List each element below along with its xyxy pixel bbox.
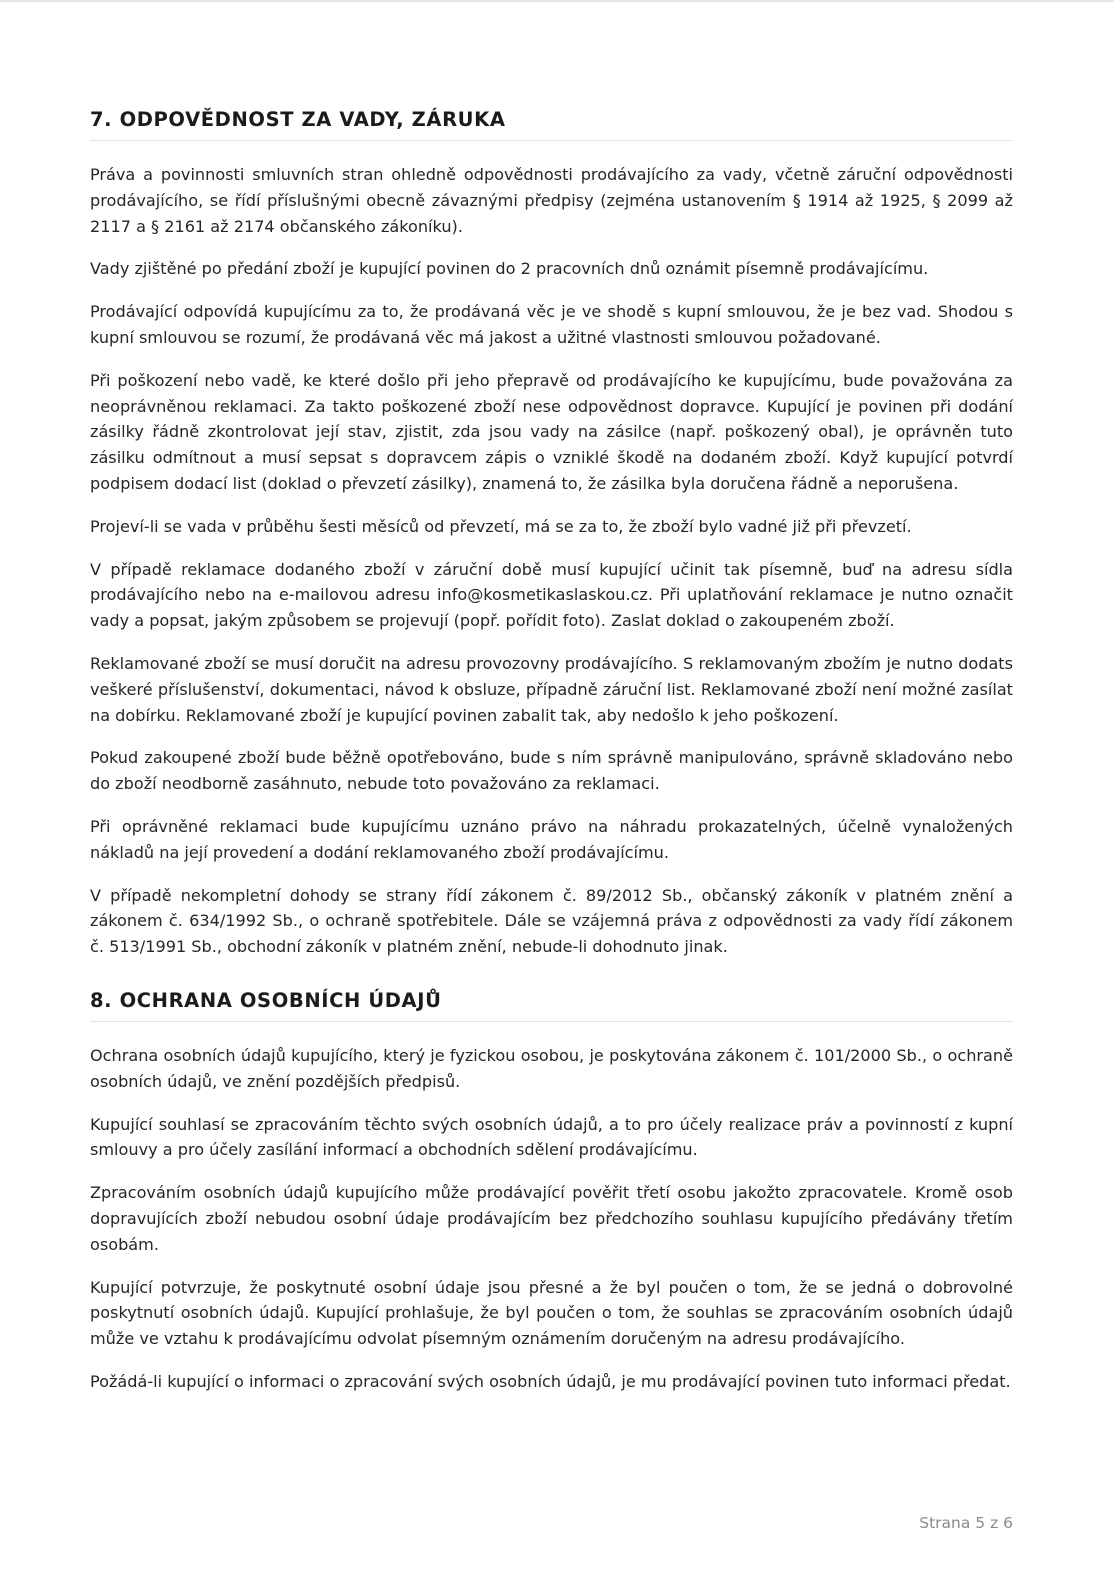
section-7-paragraph: Projeví-li se vada v průběhu šesti měsíců od převzetí, má se za to, že zboží bylo vadné již při převzetí. xyxy=(90,516,912,536)
section-7-body xyxy=(90,162,1013,960)
section-8-title: 8. OCHRANA OSOBNÍCH ÚDAJŮ xyxy=(90,989,1013,1022)
section-7-paragraph: Prodávající odpovídá kupujícímu za to, že prodávaná věc je ve shodě s kupní smlouvou, že je bez vad. Shodou s kupní smlouvou se rozumí, že prodávaná věc má jakost a užitné vlastnosti smlouvou požadované. xyxy=(90,302,1013,347)
section-7-paragraph: Při oprávněné reklamaci bude kupujícímu uznáno právo na náhradu prokazatelných, účelně vynaložených nákladů na její provedení a dodání reklamovaného zboží prodávajícímu. xyxy=(90,816,1013,862)
section-8-paragraph: Ochrana osobních údajů kupujícího, který je fyzickou osobou, je poskytována zákonem č. 101/2000 Sb., o ochraně osobních údajů, ve znění pozdějších předpisů. xyxy=(90,1045,1013,1091)
section-8-body xyxy=(90,1043,1013,1395)
section-7-paragraph: Práva a povinnosti smluvních stran ohledně odpovědnosti prodávajícího za vady, včetně záruční odpovědnosti prodávajícího, se řídí příslušnými obecně závaznými předpisy (zejména ustanovením § 1914 až 1925, § 2099 až 2117 a § 2161 až 2174 občanského zákoníku). xyxy=(90,165,1013,236)
section-7-title: 7. ODPOVĚDNOST ZA VADY, ZÁRUKA xyxy=(90,108,1013,141)
section-8-paragraph: Kupující potvrzuje, že poskytnuté osobní údaje jsou přesné a že byl poučen o tom, že se jedná o dobrovolné poskytnutí osobních údajů. Kupující prohlašuje, že byl poučen o tom, že souhlas se zpracováním osobních údajů může ve vztahu k prodávajícímu odvolat písemným oznámením doručeným na adresu prodávajícího. xyxy=(90,1277,1013,1349)
section-7-paragraph: Reklamované zboží se musí doručit na adresu provozovny prodávajícího. S reklamovaným zbožím je nutno dodats veškeré příslušenství, dokumentaci, návod k obsluze, případně záruční list. Reklamované zboží není možné zasílat na dobírku. Reklamované zboží je kupující povinen zabalit tak, aby nedošlo k jeho poškození. xyxy=(90,653,1013,725)
section-7-paragraph: Při poškození nebo vadě, ke které došlo při jeho přepravě od prodávajícího ke kupujícímu, bude považována za neoprávněnou reklamaci. Za takto poškozené zboží nese odpovědnost dopravce. Kupující je povinen při dodání zásilky řádně zkontrolovat její stav, zjistit, zda jsou vady na zásilce (např. poškozený obal), je oprávněn tuto zásilku odmítnout a musí sepsat s dopravcem zápis o vzniklé škodě na dodaném zboží. Když kupující potvrdí podpisem dodací list (doklad o převzetí zásilky), znamená to, že zásilka byla doručena řádně a neporušena. xyxy=(90,370,1013,493)
section-7-paragraph: V případě nekompletní dohody se strany řídí zákonem č. 89/2012 Sb., občanský zákoník v platném znění a zákonem č. 634/1992 Sb., o ochraně spotřebitele. Dále se vzájemná práva z odpovědnosti za vady řídí zákonem č. 513/1991 Sb., obchodní zákoník v platném znění, nebude-li dohodnuto jinak. xyxy=(90,885,1013,957)
section-7-paragraph: Pokud zakoupené zboží bude běžně opotřebováno, bude s ním správně manipulováno, správně skladováno nebo do zboží neodborně zasáhnuto, nebude toto považováno za reklamaci. xyxy=(90,748,1013,794)
page-top-border xyxy=(0,0,1114,2)
section-8-paragraph: Požádá-li kupující o informaci o zpracování svých osobních údajů, je mu prodávající povinen tuto informaci předat. xyxy=(90,1371,1011,1391)
document-page xyxy=(90,108,1013,1412)
section-8-paragraph: Zpracováním osobních údajů kupujícího může prodávající pověřit třetí osobu jakožto zpracovatele. Kromě osob dopravujících zboží nebudou osobní údaje prodávajícím bez předchozího souhlasu kupujícího předávány třetím osobám. xyxy=(90,1183,1013,1254)
page-number: Strana 5 z 6 xyxy=(919,1514,1013,1532)
section-7-paragraph: V případě reklamace dodaného zboží v záruční době musí kupující učinit tak písemně, buď na adresu sídla prodávajícího nebo na e-mailovou adresu info@kosmetikaslaskou.cz. Při uplatňování reklamace je nutno označit vady a popsat, jakým způsobem se projevují (popř. pořídit foto). Zaslat doklad o zakoupeném zboží. xyxy=(90,559,1013,631)
section-8-paragraph: Kupující souhlasí se zpracováním těchto svých osobních údajů, a to pro účely realizace práv a povinností z kupní smlouvy a pro účely zasílání informací a obchodních sdělení prodávajícímu. xyxy=(90,1114,1013,1160)
section-7-paragraph: Vady zjištěné po předání zboží je kupující povinen do 2 pracovních dnů oznámit písemně prodávajícímu. xyxy=(90,259,929,279)
